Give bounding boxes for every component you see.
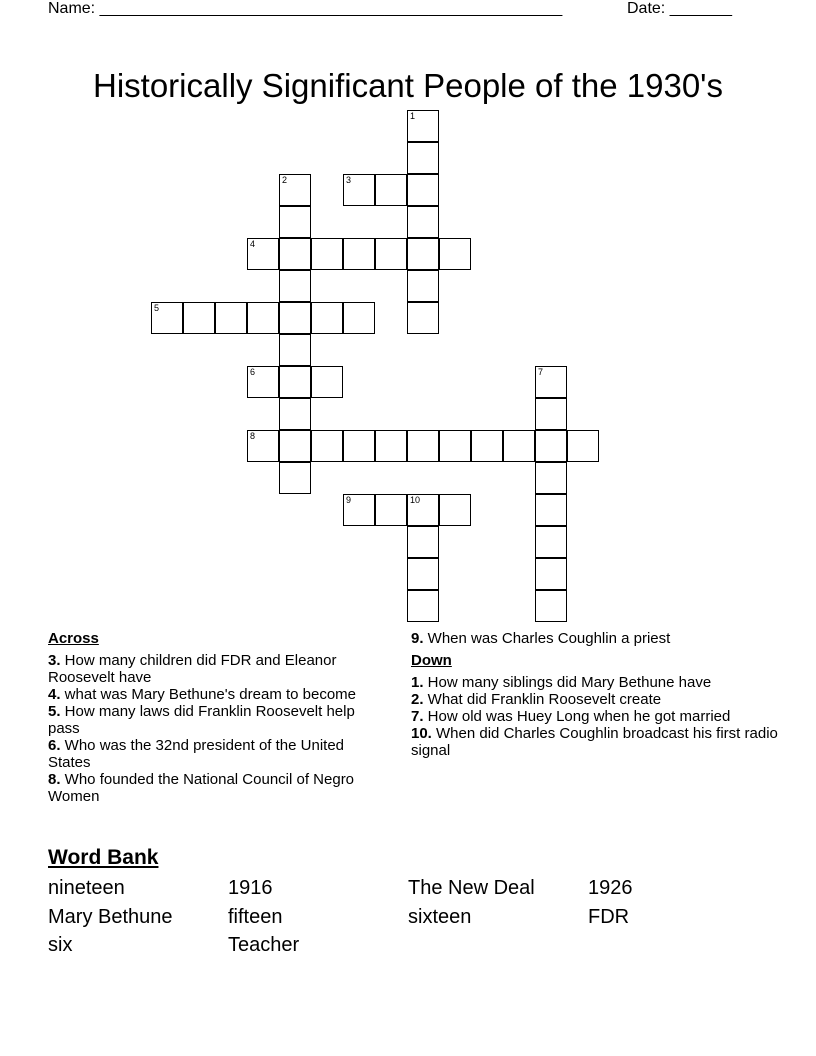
crossword-cell[interactable] — [311, 302, 343, 334]
crossword-cell[interactable] — [343, 494, 375, 526]
crossword-cell[interactable] — [535, 462, 567, 494]
crossword-cell[interactable] — [279, 206, 311, 238]
crossword-cell[interactable] — [439, 238, 471, 270]
crossword-cell[interactable] — [279, 174, 311, 206]
word-bank-item: FDR — [588, 905, 630, 928]
clue-number: 6. — [48, 737, 61, 754]
crossword-cell[interactable] — [535, 366, 567, 398]
clue-text: Who founded the National Council of Negro Women — [48, 771, 355, 805]
clue-across-4 — [48, 686, 388, 703]
crossword-cell[interactable] — [279, 270, 311, 302]
crossword-cell[interactable] — [471, 430, 503, 462]
crossword-cell[interactable] — [503, 430, 535, 462]
cell-number: 6 — [250, 367, 256, 377]
crossword-cell[interactable] — [279, 366, 311, 398]
clue-text: When was Charles Coughlin a priest — [423, 630, 671, 647]
clue-number: 7. — [411, 708, 424, 725]
crossword-cell[interactable] — [151, 302, 183, 334]
crossword-cell[interactable] — [535, 430, 567, 462]
crossword-cell[interactable] — [567, 430, 599, 462]
crossword-cell[interactable] — [375, 238, 407, 270]
crossword-cell[interactable] — [407, 142, 439, 174]
crossword-cell[interactable] — [535, 398, 567, 430]
crossword-cell[interactable] — [279, 334, 311, 366]
crossword-cell[interactable] — [311, 238, 343, 270]
crossword-cell[interactable] — [247, 430, 279, 462]
crossword-cell[interactable] — [279, 238, 311, 270]
clue-number: 9. — [411, 630, 424, 647]
clue-number: 8. — [48, 771, 61, 788]
word-bank-item: sixteen — [408, 905, 472, 928]
clue-across-9 — [411, 630, 781, 647]
crossword-cell[interactable] — [183, 302, 215, 334]
cell-number: 1 — [410, 111, 416, 121]
crossword-cell[interactable] — [407, 558, 439, 590]
clue-text: Who was the 32nd president of the United States — [48, 737, 345, 771]
crossword-cell[interactable] — [407, 206, 439, 238]
crossword-cell[interactable] — [279, 430, 311, 462]
cell-number: 9 — [346, 495, 352, 505]
cell-number: 7 — [538, 367, 544, 377]
word-bank-item: fifteen — [228, 905, 283, 928]
clue-text: How many siblings did Mary Bethune have — [423, 674, 712, 691]
crossword-cell[interactable] — [375, 494, 407, 526]
crossword-cell[interactable] — [343, 174, 375, 206]
clue-across-6 — [48, 737, 388, 771]
crossword-cell[interactable] — [343, 238, 375, 270]
crossword-cell[interactable] — [535, 494, 567, 526]
cell-number: 10 — [410, 495, 421, 505]
crossword-cell[interactable] — [407, 494, 439, 526]
crossword-cell[interactable] — [407, 238, 439, 270]
crossword-cell[interactable] — [311, 430, 343, 462]
crossword-cell[interactable] — [439, 430, 471, 462]
clue-text: How old was Huey Long when he got married — [423, 708, 731, 725]
clues-left-column — [48, 630, 388, 805]
crossword-cell[interactable] — [311, 366, 343, 398]
crossword-cell[interactable] — [279, 302, 311, 334]
date-field: Date: _______ — [627, 0, 732, 17]
crossword-cell[interactable] — [215, 302, 247, 334]
clue-text: How many children did FDR and Eleanor Roosevelt have — [48, 652, 337, 686]
word-bank-item: six — [48, 934, 73, 956]
clue-across-8 — [48, 771, 388, 805]
word-bank-item: nineteen — [48, 877, 125, 899]
crossword-cell[interactable] — [343, 302, 375, 334]
crossword-cell[interactable] — [343, 430, 375, 462]
clues-right-column — [411, 630, 781, 759]
crossword-cell[interactable] — [407, 430, 439, 462]
clue-across-5 — [48, 703, 388, 737]
crossword-cell[interactable] — [247, 238, 279, 270]
word-bank-item: 1916 — [228, 877, 273, 899]
cell-number: 4 — [250, 239, 256, 249]
clue-down-10 — [411, 725, 781, 759]
crossword-cell[interactable] — [375, 430, 407, 462]
crossword-cell[interactable] — [407, 302, 439, 334]
crossword-cell[interactable] — [535, 590, 567, 622]
cell-number: 5 — [154, 303, 160, 313]
clue-number: 3. — [48, 652, 61, 669]
page-title: Historically Significant People of the 1930's — [93, 67, 723, 105]
crossword-cell[interactable] — [279, 462, 311, 494]
crossword-cell[interactable] — [247, 302, 279, 334]
crossword-cell[interactable] — [407, 270, 439, 302]
crossword-cell[interactable] — [407, 590, 439, 622]
crossword-cell[interactable] — [407, 110, 439, 142]
word-bank-item: Mary Bethune — [48, 905, 173, 928]
clue-text: What did Franklin Roosevelt create — [423, 691, 662, 708]
clue-text: When did Charles Coughlin broadcast his first radio signal — [411, 725, 778, 759]
cell-number: 8 — [250, 431, 256, 441]
crossword-cell[interactable] — [407, 174, 439, 206]
down-heading: Down — [411, 652, 452, 669]
clue-number: 2. — [411, 691, 424, 708]
crossword-cell[interactable] — [407, 526, 439, 558]
clue-down-7 — [411, 708, 781, 725]
clue-number: 4. — [48, 686, 61, 703]
clue-number: 1. — [411, 674, 424, 691]
crossword-cell[interactable] — [535, 558, 567, 590]
word-bank-title: Word Bank — [48, 846, 159, 869]
word-bank — [48, 874, 768, 960]
crossword-cell[interactable] — [439, 494, 471, 526]
name-field: Name: ____________________________________________________ — [48, 0, 563, 17]
clue-across-3 — [48, 652, 388, 686]
clue-text: what was Mary Bethune's dream to become — [60, 686, 357, 703]
clue-down-1 — [411, 674, 781, 691]
across-heading: Across — [48, 630, 99, 647]
crossword-cell[interactable] — [535, 526, 567, 558]
word-bank-item: The New Deal — [408, 877, 535, 899]
crossword-cell[interactable] — [279, 398, 311, 430]
clue-text: How many laws did Franklin Roosevelt help pass — [48, 703, 355, 737]
cell-number: 3 — [346, 175, 352, 185]
word-bank-item: Teacher — [228, 934, 300, 956]
clue-number: 10. — [411, 725, 432, 742]
cell-number: 2 — [282, 175, 288, 185]
clue-down-2 — [411, 691, 781, 708]
clue-number: 5. — [48, 703, 61, 720]
crossword-cell[interactable] — [375, 174, 407, 206]
crossword-cell[interactable] — [247, 366, 279, 398]
word-bank-item: 1926 — [588, 877, 633, 899]
